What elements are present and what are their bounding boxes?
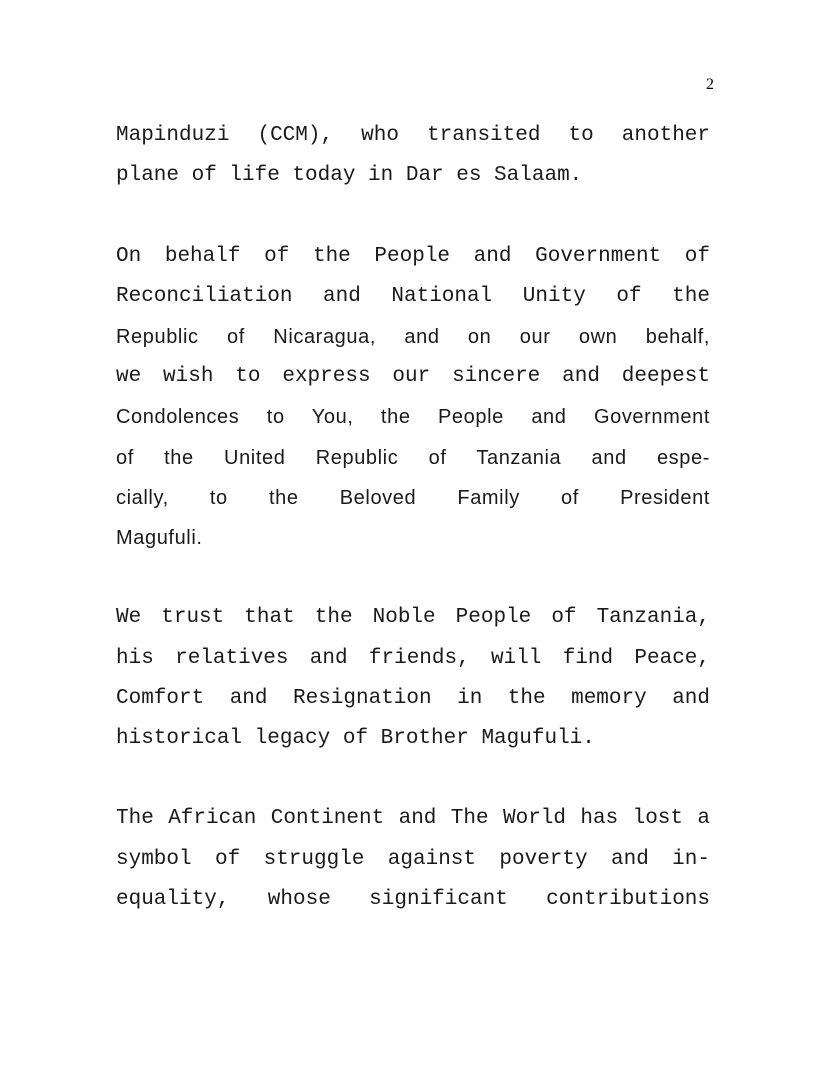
text-line: we wish to express our sincere and deepest: [116, 365, 710, 389]
text-line: Magufuli.: [116, 527, 203, 550]
paragraph-3: [116, 598, 710, 759]
text-line: Mapinduzi (CCM), who transited to another: [116, 124, 710, 147]
text-line: his relatives and friends, will find Peace,: [116, 646, 710, 670]
text-line: plane of life today in Dar es Salaam.: [116, 164, 583, 188]
letter-body: [116, 116, 710, 960]
page-number: 2: [706, 76, 714, 93]
text-line: Republic of Nicaragua, and on our own behalf,: [116, 326, 710, 348]
text-line: cially, to the Beloved Family of President: [116, 486, 710, 509]
text-line: We trust that the Noble People of Tanzania,: [116, 606, 710, 630]
text-line: historical legacy of Brother Magufuli.: [116, 727, 595, 751]
text-line: equality, whose significant contributions: [116, 887, 710, 911]
paragraph-4: [116, 799, 710, 920]
text-line: On behalf of the People and Government of: [116, 244, 710, 268]
text-line: of the United Republic of Tanzania and espe-: [116, 446, 710, 469]
paragraph-1: [116, 116, 710, 196]
text-line: Condolences to You, the People and Government: [116, 406, 710, 429]
text-line: symbol of struggle against poverty and in-: [116, 847, 710, 871]
text-line: The African Continent and The World has lost a: [116, 807, 710, 831]
text-line: Comfort and Resignation in the memory and: [116, 686, 710, 710]
text-line: Reconciliation and National Unity of the: [116, 284, 710, 308]
paragraph-2: [116, 237, 710, 559]
